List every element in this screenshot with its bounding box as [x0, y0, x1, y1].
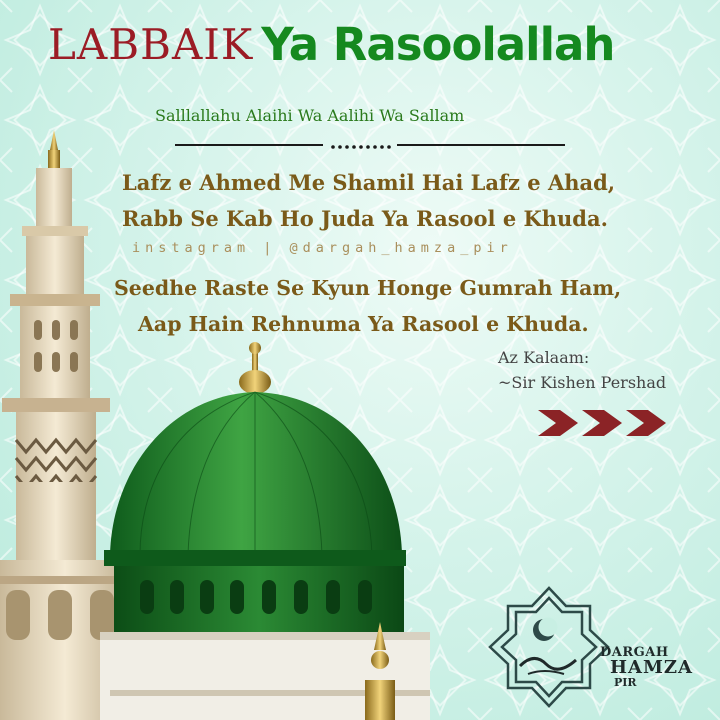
- poem-line-3: Seedhe Raste Se Kyun Honge Gumrah Ham,: [114, 276, 622, 300]
- instagram-handle: instagram | @dargah_hamza_pir: [132, 240, 513, 256]
- title-ya-rasoolallah: Ya Rasoolallah: [261, 18, 615, 71]
- page-title: [48, 18, 614, 71]
- poem-line-4: Aap Hain Rehnuma Ya Rasool e Khuda.: [138, 312, 589, 336]
- attribution-poet: ~Sir Kishen Pershad: [498, 373, 667, 392]
- dargah-logo-icon: [484, 582, 614, 712]
- brand-line-1: DARGAH: [600, 645, 669, 660]
- title-labbaik: LABBAIK: [48, 20, 254, 69]
- brand-line-3: PIR: [614, 676, 637, 689]
- attribution-label: Az Kalaam:: [498, 348, 590, 367]
- crescent-icon: [533, 618, 558, 642]
- poem-line-1: Lafz e Ahmed Me Shamil Hai Lafz e Ahad,: [122, 170, 616, 195]
- minaret-image: [0, 130, 130, 720]
- arrow-chevrons-icon: [538, 408, 678, 438]
- brand-line-2: HAMZA: [610, 657, 694, 678]
- poem-line-2: Rabb Se Kab Ho Juda Ya Rasool e Khuda.: [122, 206, 608, 231]
- brand-logo-text: [600, 646, 693, 688]
- subtitle-salutation: Salllallahu Alaihi Wa Aalihi Wa Sallam: [155, 106, 465, 125]
- ornamental-divider: [175, 137, 565, 153]
- green-dome-image: [100, 342, 430, 720]
